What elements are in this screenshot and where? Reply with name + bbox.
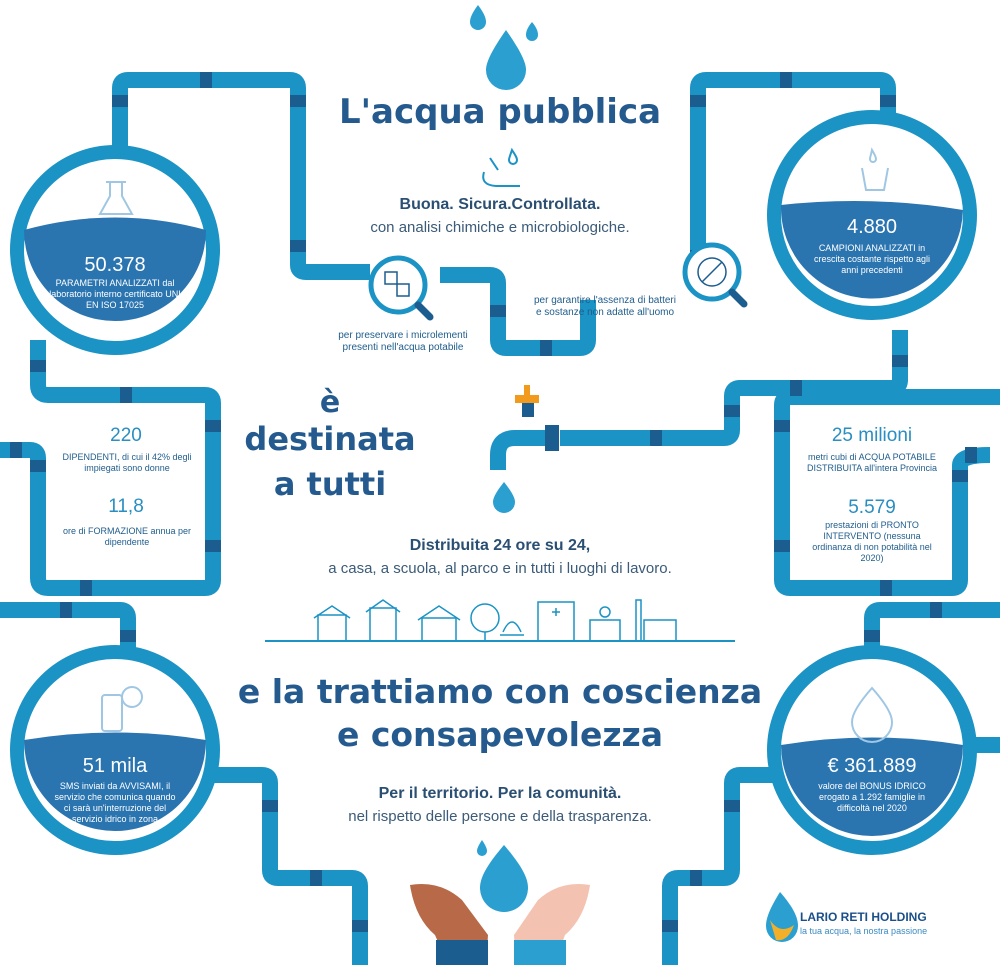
- stat-sms-label: SMS inviati da AVVISAMI, il servizio che comunica quando ci sarà un'interruzione del servizio idrico in zona: [54, 781, 176, 824]
- tagline: Buona. Sicura.Controllata.: [399, 196, 601, 213]
- buildings-icon: [314, 600, 676, 641]
- stat-interventions-label: prestazioni di PRONTO INTERVENTO (nessuna ordinanza di non potabilità nel 2020): [812, 520, 932, 563]
- stat-interventions-value: 5.579: [848, 497, 896, 518]
- stat-bonus-label: valore del BONUS IDRICO erogato a 1.292 famiglie in difficoltà nel 2020: [818, 781, 926, 813]
- stat-params-label: PARAMETRI ANALIZZATI dal laboratorio interno certificato UNI EN ISO 17025: [49, 278, 181, 310]
- stat-params-value: 50.378: [84, 254, 146, 276]
- bottom-title-line2: e consapevolezza: [336, 715, 664, 754]
- stat-samples-value: 4.880: [846, 216, 898, 238]
- stat-cubic-value: 25 milioni: [831, 425, 913, 446]
- middle-line2: destinata: [244, 420, 416, 458]
- stat-training-value: 11,8: [108, 496, 144, 517]
- middle-line3: a tutti: [273, 465, 387, 503]
- stat-employees-value: 220: [110, 425, 142, 446]
- distribution-title: Distribuita 24 ore su 24,: [409, 537, 591, 554]
- faucet-icon: [493, 385, 559, 513]
- stat-cubic-label: metri cubi di ACQUA POTABILE DISTRIBUITA all'intera Provincia: [806, 452, 938, 473]
- note-microelements: per preservare i microlementi presenti nell'acqua potabile: [338, 330, 468, 353]
- magnifier-elements-icon: [371, 258, 430, 317]
- tagline-sub: con analisi chimiche e microbiologiche.: [370, 219, 630, 236]
- tank-right-bottom: [774, 652, 970, 848]
- page-title: L'acqua pubblica: [338, 92, 662, 132]
- drops-top-icon: [470, 5, 538, 90]
- distribution-sub: a casa, a scuola, al parco e in tutti i luoghi di lavoro.: [328, 560, 672, 577]
- drop-bottom-icon: [477, 840, 528, 912]
- stat-employees-label: DIPENDENTI, di cui il 42% degli impiegati sono donne: [62, 452, 192, 473]
- bottom-tagline: Per il territorio. Per la comunità.: [378, 785, 622, 802]
- bottom-tagline-sub: nel rispetto delle persone e della trasparenza.: [348, 808, 652, 825]
- note-bacteria: per garantire l'assenza di batteri e sostanze non adatte all'uomo: [534, 295, 676, 318]
- stat-bonus-value: € 361.889: [827, 755, 917, 777]
- stat-sms-value: 51 mila: [82, 755, 148, 777]
- magnifier-bacteria-icon: [685, 245, 744, 304]
- logo-icon: [766, 892, 798, 942]
- middle-line1: è: [319, 385, 341, 420]
- logo-slogan: la tua acqua, la nostra passione: [800, 926, 928, 936]
- microscope-icon: [483, 150, 520, 186]
- logo-name: LARIO RETI HOLDING: [800, 910, 927, 924]
- stat-samples-label: CAMPIONI ANALIZZATI in crescita costante rispetto agli anni precedenti: [813, 243, 931, 275]
- stat-training-label: ore di FORMAZIONE annua per dipendente: [62, 526, 192, 547]
- tank-right-top: [774, 117, 970, 313]
- bottom-title-line1: e la trattiamo con coscienza: [237, 672, 763, 711]
